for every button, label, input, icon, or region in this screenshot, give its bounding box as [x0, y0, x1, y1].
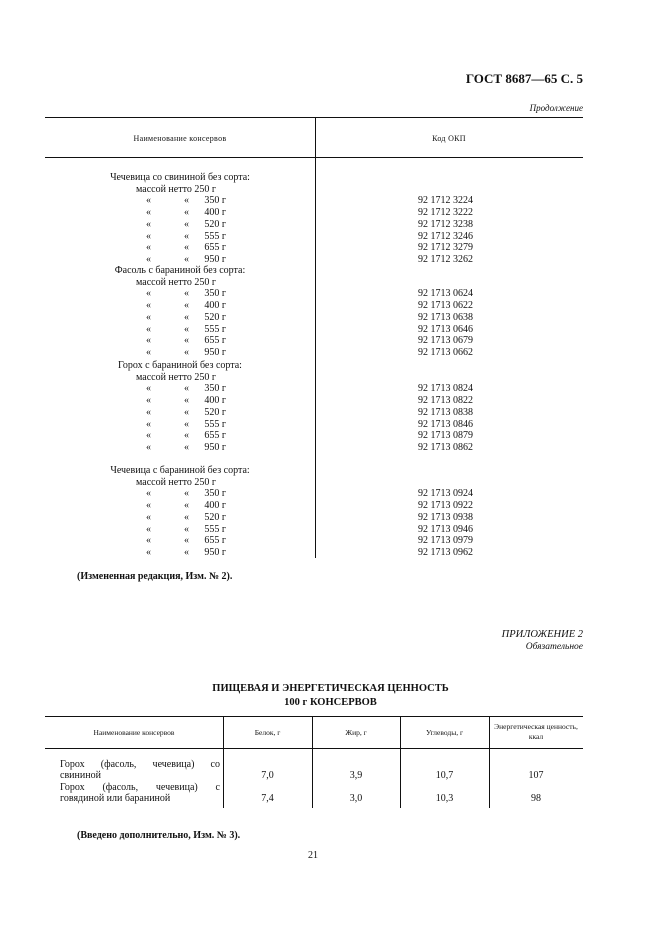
ditto-mark: «	[184, 230, 189, 242]
item-code: 92 1713 0862	[418, 441, 473, 453]
item-mass: 520 г	[204, 311, 226, 323]
item-mass: 350 г	[204, 383, 226, 395]
row2-fat: 3,0	[349, 793, 363, 804]
item-mass: 555 г	[204, 323, 226, 335]
item-code: 92 1712 3246	[418, 230, 473, 242]
ditto-mark: «	[184, 288, 189, 300]
ditto-mark: «	[184, 523, 189, 535]
item-code: 92 1713 0624	[418, 288, 473, 300]
row2-name-line1: Горох (фасоль, чечевица) с	[60, 782, 220, 793]
item-mass: 400 г	[204, 300, 226, 312]
item-code: 92 1713 0938	[418, 511, 473, 523]
item-mass: 950 г	[204, 441, 226, 453]
table2-header-rule	[45, 748, 583, 749]
appendix-subtitle: Обязательное	[525, 642, 583, 652]
row1-carbs: 10,7	[435, 770, 454, 781]
item-code: 92 1713 0922	[418, 500, 473, 512]
page-number: 21	[308, 850, 318, 861]
ditto-mark: «	[184, 488, 189, 500]
amendment-note-2: (Измененная редакция, Изм. № 2).	[77, 571, 233, 582]
item-mass: 350 г	[204, 288, 226, 300]
ditto-mark: «	[184, 418, 189, 430]
item-mass: 350 г	[204, 488, 226, 500]
group-title: Фасоль с бараниной без сорта:	[114, 265, 246, 276]
item-code: 92 1713 0879	[418, 430, 473, 442]
addition-note-3: (Введено дополнительно, Изм. № 3).	[77, 830, 241, 841]
item-mass: 950 г	[204, 346, 226, 358]
ditto-mark: «	[184, 546, 189, 558]
ditto-mark: «	[184, 441, 189, 453]
row1-protein: 7,0	[261, 770, 274, 781]
ditto-mark: «	[146, 346, 151, 358]
item-code: 92 1713 0622	[418, 300, 473, 312]
ditto-mark: «	[146, 335, 151, 347]
ditto-mark: «	[146, 288, 151, 300]
item-mass: 400 г	[204, 500, 226, 512]
appendix-title: ПРИЛОЖЕНИЕ 2	[501, 629, 583, 640]
row1-name-line2: свининой	[60, 770, 101, 781]
table1-column-divider	[315, 117, 316, 558]
ditto-mark: «	[146, 253, 151, 265]
ditto-mark: «	[184, 323, 189, 335]
item-code: 92 1712 3238	[418, 218, 473, 230]
table2-header-carbs: Углеводы, г	[425, 728, 464, 737]
table2-header-fat: Жир, г	[345, 728, 367, 737]
ditto-mark: «	[184, 430, 189, 442]
group-subtitle: массой нетто 250 г	[136, 183, 216, 195]
ditto-mark: «	[146, 430, 151, 442]
item-mass: 555 г	[204, 523, 226, 535]
item-code: 92 1713 0638	[418, 311, 473, 323]
item-mass: 350 г	[204, 195, 226, 207]
table2-header-name: Наименование консервов	[93, 728, 175, 737]
table1-top-rule	[45, 117, 583, 118]
ditto-mark: «	[184, 253, 189, 265]
item-mass: 950 г	[204, 546, 226, 558]
row2-protein: 7,4	[261, 793, 274, 804]
ditto-mark: «	[184, 406, 189, 418]
ditto-mark: «	[146, 383, 151, 395]
group-subtitle: массой нетто 250 г	[136, 276, 216, 288]
item-mass: 655 г	[204, 335, 226, 347]
ditto-mark: «	[184, 311, 189, 323]
table1-header-code: Код ОКП	[432, 134, 466, 143]
ditto-mark: «	[146, 511, 151, 523]
group-title: Чечевица с бараниной без сорта:	[110, 465, 250, 476]
row1-energy: 107	[528, 770, 544, 781]
ditto-mark: «	[146, 395, 151, 407]
item-mass: 520 г	[204, 511, 226, 523]
table2-header-protein: Белок, г	[254, 728, 281, 737]
item-mass: 400 г	[204, 207, 226, 219]
ditto-mark: «	[184, 535, 189, 547]
ditto-mark: «	[146, 218, 151, 230]
table2-top-rule	[45, 716, 583, 717]
ditto-mark: «	[146, 488, 151, 500]
ditto-mark: «	[146, 323, 151, 335]
ditto-mark: «	[184, 346, 189, 358]
table2-title-line2: 100 г КОНСЕРВОВ	[284, 697, 377, 708]
ditto-mark: «	[146, 195, 151, 207]
item-mass: 520 г	[204, 218, 226, 230]
continuation-label: Продолжение	[529, 103, 583, 113]
item-mass: 655 г	[204, 535, 226, 547]
ditto-mark: «	[146, 311, 151, 323]
item-code: 92 1713 0646	[418, 323, 473, 335]
group-title: Горох с бараниной без сорта:	[118, 360, 242, 371]
group-subtitle: массой нетто 250 г	[136, 476, 216, 488]
item-code: 92 1713 0838	[418, 406, 473, 418]
ditto-mark: «	[184, 218, 189, 230]
item-code: 92 1713 0946	[418, 523, 473, 535]
item-mass: 950 г	[204, 253, 226, 265]
ditto-mark: «	[146, 300, 151, 312]
item-code: 92 1712 3222	[418, 207, 473, 219]
item-mass: 520 г	[204, 406, 226, 418]
ditto-mark: «	[146, 207, 151, 219]
ditto-mark: «	[146, 441, 151, 453]
group-title: Чечевица со свининой без сорта:	[110, 172, 250, 183]
page-header: ГОСТ 8687—65 С. 5	[465, 71, 583, 86]
ditto-mark: «	[184, 511, 189, 523]
item-code: 92 1713 0979	[418, 535, 473, 547]
item-code: 92 1713 0962	[418, 546, 473, 558]
item-code: 92 1713 0662	[418, 346, 473, 358]
ditto-mark: «	[146, 418, 151, 430]
ditto-mark: «	[146, 546, 151, 558]
row1-fat: 3,9	[349, 770, 363, 781]
item-mass: 655 г	[204, 430, 226, 442]
ditto-mark: «	[146, 500, 151, 512]
ditto-mark: «	[146, 406, 151, 418]
ditto-mark: «	[184, 500, 189, 512]
item-code: 92 1713 0846	[418, 418, 473, 430]
table1-header-rule	[45, 157, 583, 158]
table1-header-name: Наименование консервов	[133, 134, 227, 143]
item-code: 92 1712 3224	[418, 195, 473, 207]
ditto-mark: «	[184, 300, 189, 312]
group-subtitle: массой нетто 250 г	[136, 371, 216, 383]
ditto-mark: «	[184, 383, 189, 395]
item-mass: 555 г	[204, 230, 226, 242]
item-code: 92 1712 3262	[418, 253, 473, 265]
row2-energy: 98	[531, 793, 541, 804]
table2-title-line1: ПИЩЕВАЯ И ЭНЕРГЕТИЧЕСКАЯ ЦЕННОСТЬ	[212, 683, 449, 694]
ditto-mark: «	[146, 242, 151, 254]
item-code: 92 1713 0679	[418, 335, 473, 347]
item-code: 92 1712 3279	[418, 242, 473, 254]
item-mass: 400 г	[204, 395, 226, 407]
ditto-mark: «	[146, 523, 151, 535]
item-mass: 655 г	[204, 242, 226, 254]
ditto-mark: «	[184, 242, 189, 254]
ditto-mark: «	[184, 335, 189, 347]
item-code: 92 1713 0924	[418, 488, 473, 500]
item-code: 92 1713 0822	[418, 395, 473, 407]
ditto-mark: «	[146, 535, 151, 547]
item-code: 92 1713 0824	[418, 383, 473, 395]
ditto-mark: «	[184, 195, 189, 207]
ditto-mark: «	[146, 230, 151, 242]
table2-header-energy: Энергетическая ценность, ккал	[494, 722, 578, 741]
ditto-mark: «	[184, 207, 189, 219]
item-mass: 555 г	[204, 418, 226, 430]
ditto-mark: «	[184, 395, 189, 407]
row1-name-line1: Горох (фасоль, чечевица) со	[60, 759, 220, 770]
row2-carbs: 10,3	[435, 793, 454, 804]
row2-name-line2: говядиной или бараниной	[60, 793, 171, 804]
